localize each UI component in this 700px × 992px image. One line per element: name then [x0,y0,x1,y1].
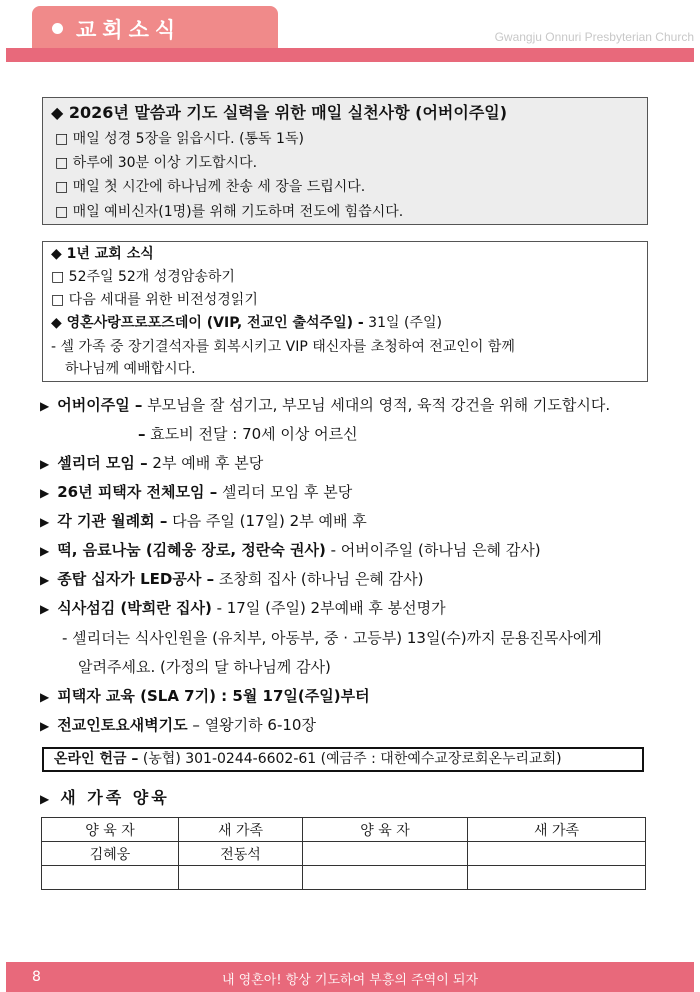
table-cell [468,842,646,866]
triangle-right-icon: ▶ [40,690,50,704]
table-cell [468,866,646,890]
parents-sub-line [138,423,358,444]
section-title: 교회소식 [76,18,182,42]
meal-sub-line2: 알려주세요. (가정의 달 하나님께 감사) [78,658,331,676]
news-item-title: 26년 피택자 전체모임 – [57,483,218,501]
news-item [40,452,263,473]
news-item-title: 피택자 교육 (SLA 7기) : 5월 17일(주일)부터 [57,687,370,705]
page-number: 8 [32,969,41,985]
proposal-day-date: 31일 (주일) [363,315,442,331]
new-family-title: 새 가족 양육 [60,788,170,807]
news-item-text: – 열왕기하 6-10장 [187,716,316,734]
bullet-dot-icon [52,23,63,34]
triangle-right-icon: ▶ [40,399,50,413]
table-cell: 김혜웅 [42,842,179,866]
table-header-cell: 새 가족 [468,818,646,842]
table-cell: 전동석 [179,842,303,866]
footer-motto: 내 영혼아! 항상 기도하여 부흥의 주역이 되자 [221,973,479,988]
news-item-text: 조창희 집사 (하나님 은혜 감사) [214,570,424,588]
practice-item: □ 하루에 30분 이상 기도합시다. [55,155,258,171]
news-item-title: 셀리더 모임 – [57,454,148,472]
triangle-right-icon: ▶ [40,515,50,529]
triangle-right-icon: ▶ [40,544,50,558]
triangle-right-icon: ▶ [40,719,50,733]
news-item [40,510,367,531]
yearly-news-box [42,241,648,382]
section-tab [32,6,278,48]
practice-item: □ 매일 예비신자(1명)를 위해 기도하며 전도에 힘씁시다. [55,204,404,220]
table-header-cell: 새 가족 [179,818,303,842]
table-row [42,842,646,866]
news-item [40,394,610,415]
triangle-right-icon: ▶ [40,486,50,500]
news-item [40,685,370,706]
table-header-row [42,818,646,842]
news-item-text: 다음 주일 (17일) 2부 예배 후 [167,512,367,530]
news-item-text: - 어버이주일 (하나님 은혜 감사) [325,541,541,559]
sub-text: 효도비 전달 : 70세 이상 어르신 [145,425,358,443]
news-item [40,597,446,618]
church-name: Gwangju Onnuri Presbyterian Church [494,30,694,44]
practice-item: □ 매일 첫 시간에 하나님께 찬송 세 장을 드립시다. [55,179,366,195]
news-item-title: 전교인토요새벽기도 [57,716,188,734]
new-family-heading [40,785,170,808]
yearly-item: □ 52주일 52개 성경암송하기 [51,269,235,285]
news-item [40,539,541,560]
news-item [40,714,316,735]
news-item [40,568,424,589]
table-row [42,866,646,890]
triangle-right-icon: ▶ [40,792,53,806]
news-item-text: - 17일 (주일) 2부예배 후 봉선명가 [211,599,446,617]
table-cell [42,866,179,890]
table-header-cell: 양 육 자 [303,818,468,842]
header-band [6,48,694,62]
triangle-right-icon: ▶ [40,602,50,616]
sub-dash: – [138,425,146,443]
news-item [40,481,352,502]
offering-label: 온라인 헌금 – [54,751,139,767]
proposal-desc-line1: - 셀 가족 중 장기결석자를 회복시키고 VIP 태신자를 초청하여 전교인이 함께 [51,339,515,355]
news-item-text: 부모님을 잘 섬기고, 부모님 세대의 영적, 육적 강건을 위해 기도합시다. [142,396,611,414]
news-item-title: 각 기관 월례회 – [57,512,168,530]
news-item-title: 식사섬김 (박희란 집사) [57,599,212,617]
practice-item: □ 매일 성경 5장을 읽읍시다. (통독 1독) [55,131,304,147]
triangle-right-icon: ▶ [40,573,50,587]
table-cell [303,842,468,866]
news-item-title: 어버이주일 – [57,396,143,414]
table-cell [303,866,468,890]
meal-sub-line1: - 셀리더는 식사인원을 (유치부, 아동부, 중 · 고등부) 13일(수)까지 문용진목사에게 [62,629,602,647]
yearly-item: □ 다음 세대를 위한 비전성경읽기 [51,292,258,308]
footer-band [6,962,694,992]
practice-title: ◆ 2026년 말씀과 기도 실력을 위한 매일 실천사항 (어버이주일) [51,103,508,122]
proposal-desc-line2: 하나님께 예배합시다. [65,361,196,377]
table-header-cell: 양 육 자 [42,818,179,842]
news-item-text: 2부 예배 후 본당 [147,454,264,472]
proposal-day-title: ◆ 영혼사랑프로포즈데이 (VIP, 전교인 출석주일) - [51,315,364,331]
daily-practice-box [42,97,648,225]
triangle-right-icon: ▶ [40,457,50,471]
yearly-title: ◆ 1년 교회 소식 [51,246,154,262]
offering-account: (농협) 301-0244-6602-61 (예금주 : 대한예수교장로회온누리교회) [138,751,562,767]
online-offering-box [42,747,644,772]
table-cell [179,866,303,890]
news-item-text: 셀리더 모임 후 본당 [217,483,353,501]
new-family-table [41,817,646,890]
proposal-day [51,312,442,332]
news-item-title: 종탑 십자가 LED공사 – [57,570,215,588]
news-item-title: 떡, 음료나눔 (김혜웅 장로, 정란숙 권사) [57,541,326,559]
